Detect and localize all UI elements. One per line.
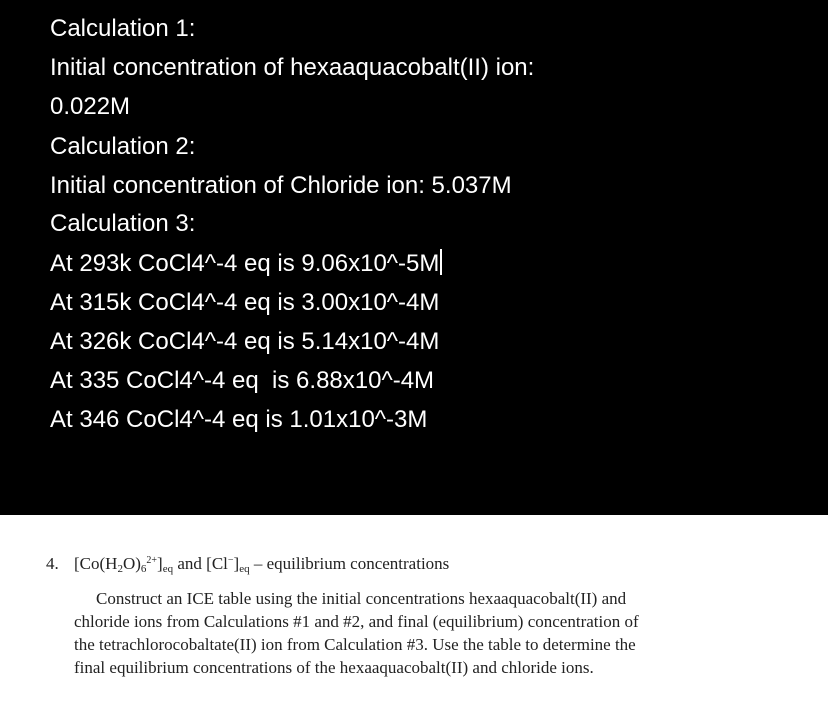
question-heading	[46, 550, 449, 580]
body-line: chloride ions from Calculations #1 and #2, and final (equilibrium) concentration of	[74, 612, 639, 631]
result-line-326k: At 326k CoCl4^-4 eq is 5.14x10^-4M	[50, 328, 440, 355]
question-panel	[0, 515, 828, 727]
subscript: eq	[162, 563, 174, 575]
formula-text: and [Cl	[173, 554, 228, 573]
calc2-text: Initial concentration of Chloride ion: 5.037M	[50, 172, 512, 199]
formula-text: ]	[157, 554, 163, 573]
calc1-heading: Calculation 1:	[50, 15, 196, 42]
subscript: 2	[117, 563, 123, 575]
calc3-heading: Calculation 3:	[50, 210, 196, 237]
calc2-heading: Calculation 2:	[50, 133, 196, 160]
heading-text: – equilibrium concentrations	[249, 554, 450, 573]
result-text: At 293k CoCl4^-4 eq is 9.06x10^-5M	[50, 250, 440, 277]
result-line-346: At 346 CoCl4^-4 eq is 1.01x10^-3M	[50, 406, 428, 433]
subscript: 6	[140, 563, 147, 575]
body-line: the tetrachlorocobaltate(II) ion from Calculation #3. Use the table to determine the	[74, 635, 636, 654]
result-line-335: At 335 CoCl4^-4 eq is 6.88x10^-4M	[50, 367, 435, 394]
result-line-315k: At 315k CoCl4^-4 eq is 3.00x10^-4M	[50, 289, 440, 316]
calc1-value: 0.022M	[50, 93, 131, 120]
question-number: 4.	[46, 554, 59, 573]
calc1-text: Initial concentration of hexaaquacobalt(II) ion:	[50, 54, 535, 81]
text-cursor	[440, 249, 442, 275]
superscript: 2+	[146, 555, 158, 566]
result-line-293k[interactable]	[50, 249, 442, 279]
formula-text: O)	[122, 554, 141, 573]
formula-text: ]	[233, 554, 240, 573]
body-line: final equilibrium concentrations of the hexaaquacobalt(II) and chloride ions.	[74, 658, 594, 677]
body-line: Construct an ICE table using the initial concentrations hexaaquacobalt(II) and	[96, 589, 627, 608]
subscript: eq	[239, 563, 250, 575]
question-body	[74, 587, 794, 679]
formula-text: [Co(H	[74, 554, 118, 573]
superscript: −	[227, 555, 234, 566]
